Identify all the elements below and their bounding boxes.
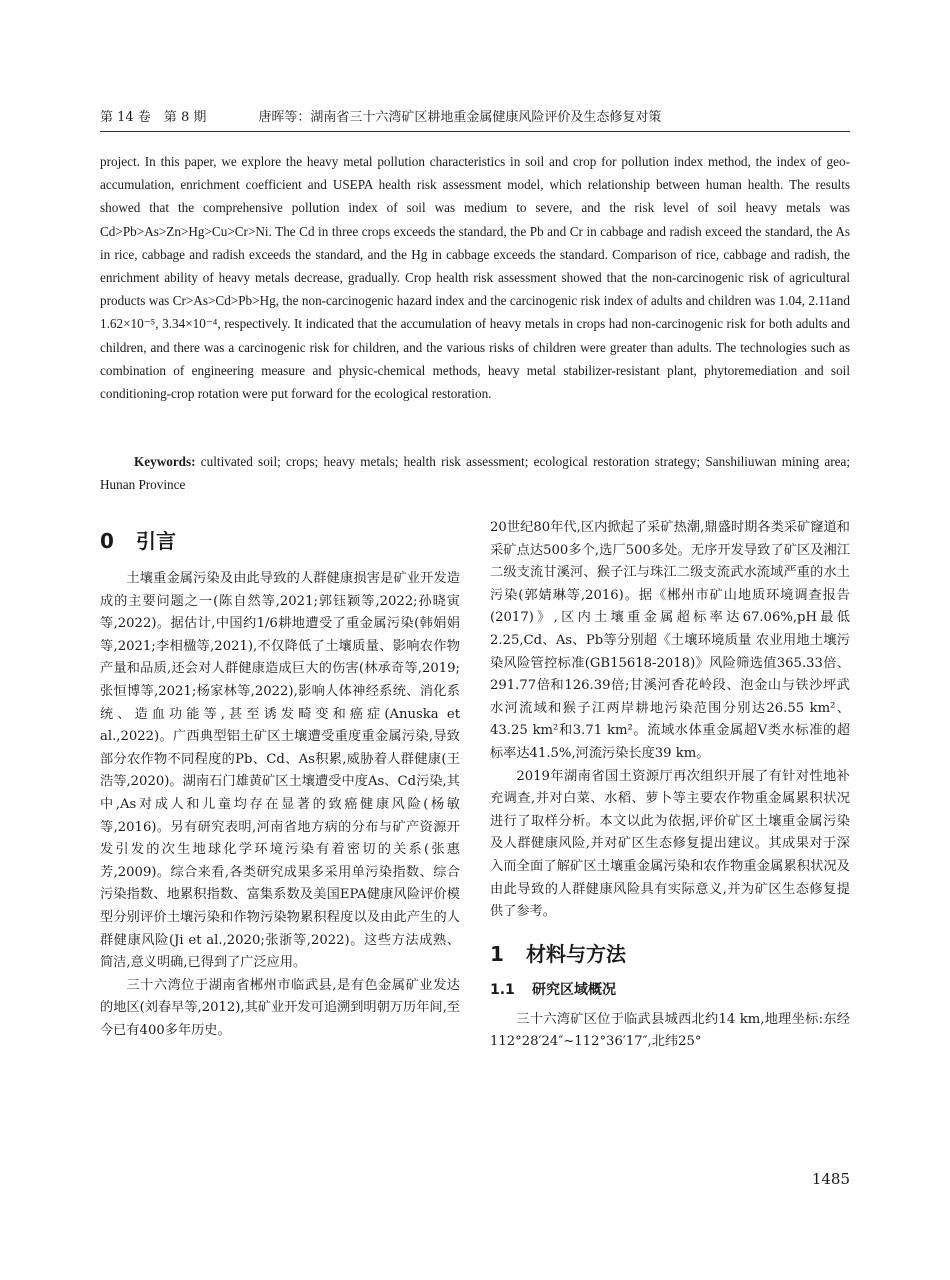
section-1-heading	[490, 938, 850, 967]
intro-paragraph-2: 三十六湾位于湖南省郴州市临武县,是有色金属矿业发达的地区(刘春早等,2012),其矿业开发可追溯到明朝万历年间,至今已有400多年历史。	[100, 977, 460, 1038]
keywords-label: Keywords:	[134, 454, 196, 469]
intro-paragraph-2-continued: 20世纪80年代,区内掀起了采矿热潮,鼎盛时期各类采矿窿道和采矿点达500多个,选厂500多处。无序开发导致了矿区及湘江二级支流甘溪河、猴子江与珠江二级支流武水流域严重的水土污染(郭婧琳等,2016)。据《郴州市矿山地质环境调查报告(2017)》,区内土壤重金属超标率达67.06%,pH最低2.25,Cd、As、Pb等分别超《土壤环境质量 农业用地土壤污染风险管控标准(GB15618-2018)》风险筛选值365.33倍、291.77倍和126.39倍;甘溪河香花岭段、泡金山与铁沙坪武水河流域和猴子江两岸耕地污染范围分别达26.55 km²、43.25 km²和3.71 km²。流域水体重金属超Ⅴ类水标准的超标率达41.5%,河流污染长度39 km。	[490, 520, 850, 761]
running-title: 唐晖等：湖南省三十六湾矿区耕地重金属健康风险评价及生态修复对策	[258, 110, 662, 125]
study-area-paragraph: 三十六湾矿区位于临武县城西北约14 km,地理坐标:东经112°28′24″~112°36′17″,北纬25°	[490, 1011, 850, 1050]
running-header	[100, 106, 850, 125]
subsection-1-1-heading	[490, 979, 850, 999]
subsection-1-1-title: 研究区域概况	[532, 981, 616, 998]
section-0-heading	[100, 525, 460, 554]
intro-paragraph-1: 土壤重金属污染及由此导致的人群健康损害是矿业开发造成的主要问题之一(陈自然等,2021;郭钰颖等,2022;孙晓寅等,2022)。据估计,中国约1/6耕地遭受了重金属污染(韩娟娟等,2021;李相楹等,2021),不仅降低了土壤质量、影响农作物产量和品质,还会对人群健康造成巨大的伤害(林承奇等,2019;张恒博等,2021;杨家林等,2022),影响人体神经系统、消化系统、造血功能等,甚至诱发畸变和癌症(Anuska et al.,2022)。广西典型铝土矿区土壤遭受重度重金属污染,导致部分农作物不同程度的Pb、Cd、As积累,威胁着人群健康(王浩等,2020)。湖南石门雄黄矿区土壤遭受中度As、Cd污染,其中,As对成人和儿童均存在显著的致癌健康风险(杨敏等,2016)。另有研究表明,河南省地方病的分布与矿产资源开发引发的次生地球化学环境污染有着密切的关系(张惠芳,2009)。综合来看,各类研究成果多采用单污染指数、综合污染指数、地累积指数、富集系数及美国EPA健康风险评价模型分别评价土壤污染和作物污染物累积程度以及由此产生的人群健康风险(Ji et al.,2020;张浙等,2022)。这些方法成熟、简洁,意义明确,已得到了广泛应用。	[100, 571, 460, 971]
keywords-text: cultivated soil; crops; heavy metals; health risk assessment; ecological restoration strategy; Sanshiliuwan mining area; Hunan Province	[100, 454, 850, 492]
section-0-number: 0	[100, 529, 114, 553]
header-rule	[100, 131, 850, 132]
section-1-number: 1	[490, 941, 504, 966]
section-0-title: 引言	[136, 529, 176, 553]
abstract-text: project. In this paper, we explore the heavy metal pollution characteristics in soil and crop for pollution index method, the index of geo-accumulation, enrichment coefficient and USEPA health risk assessment model, which relationship between human health. The results showed that the comprehensive pollution index of soil was medium to severe, and the risk level of soil heavy metals was Cd>Pb>As>Zn>Hg>Cu>Cr>Ni. The Cd in three crops exceeds the standard, the Pb and Cr in cabbage and radish exceed the standard, the As in rice, cabbage and radish exceeds the standard, and the Hg in cabbage exceeds the standard. Comparison of rice, cabbage and radish, the enrichment ability of heavy metals decrease, gradually. Crop health risk assessment showed that the non-carcinogenic risk of agricultural products was Cr>As>Cd>Pb>Hg, the non-carcinogenic hazard index and the carcinogenic risk index of adults and children was 1.04, 2.11and 1.62×10⁻⁵, 3.34×10⁻⁴, respectively. It indicated that the accumulation of heavy metals in crops had non-carcinogenic risk for both adults and children, and there was a carcinogenic risk for children, and the various risks of children were greater than adults. The technologies such as combination of engineering measure and physic-chemical methods, heavy metal stabilizer-resistant plant, phytoremediation and soil conditioning-crop rotation were put forward for the ecological restoration.	[100, 154, 850, 402]
intro-paragraph-3: 2019年湖南省国土资源厅再次组织开展了有针对性地补充调查,并对白菜、水稻、萝卜等主要农作物重金属累积状况进行了取样分析。本文以此为依据,评价矿区土壤重金属污染及人群健康风险,并对矿区生态修复提出建议。其成果对于深入而全面了解矿区土壤重金属污染和农作物重金属累积状况及由此导致的人群健康风险具有实际意义,并为矿区生态修复提供了参考。	[490, 768, 850, 920]
section-1-title: 材料与方法	[526, 941, 626, 966]
keywords	[100, 451, 850, 497]
right-column	[490, 517, 850, 1054]
page-number: 1485	[811, 1170, 850, 1188]
left-column	[100, 517, 460, 1042]
subsection-1-1-number: 1.1	[490, 981, 515, 998]
volume-issue: 第 14 卷 第 8 期	[100, 110, 207, 125]
